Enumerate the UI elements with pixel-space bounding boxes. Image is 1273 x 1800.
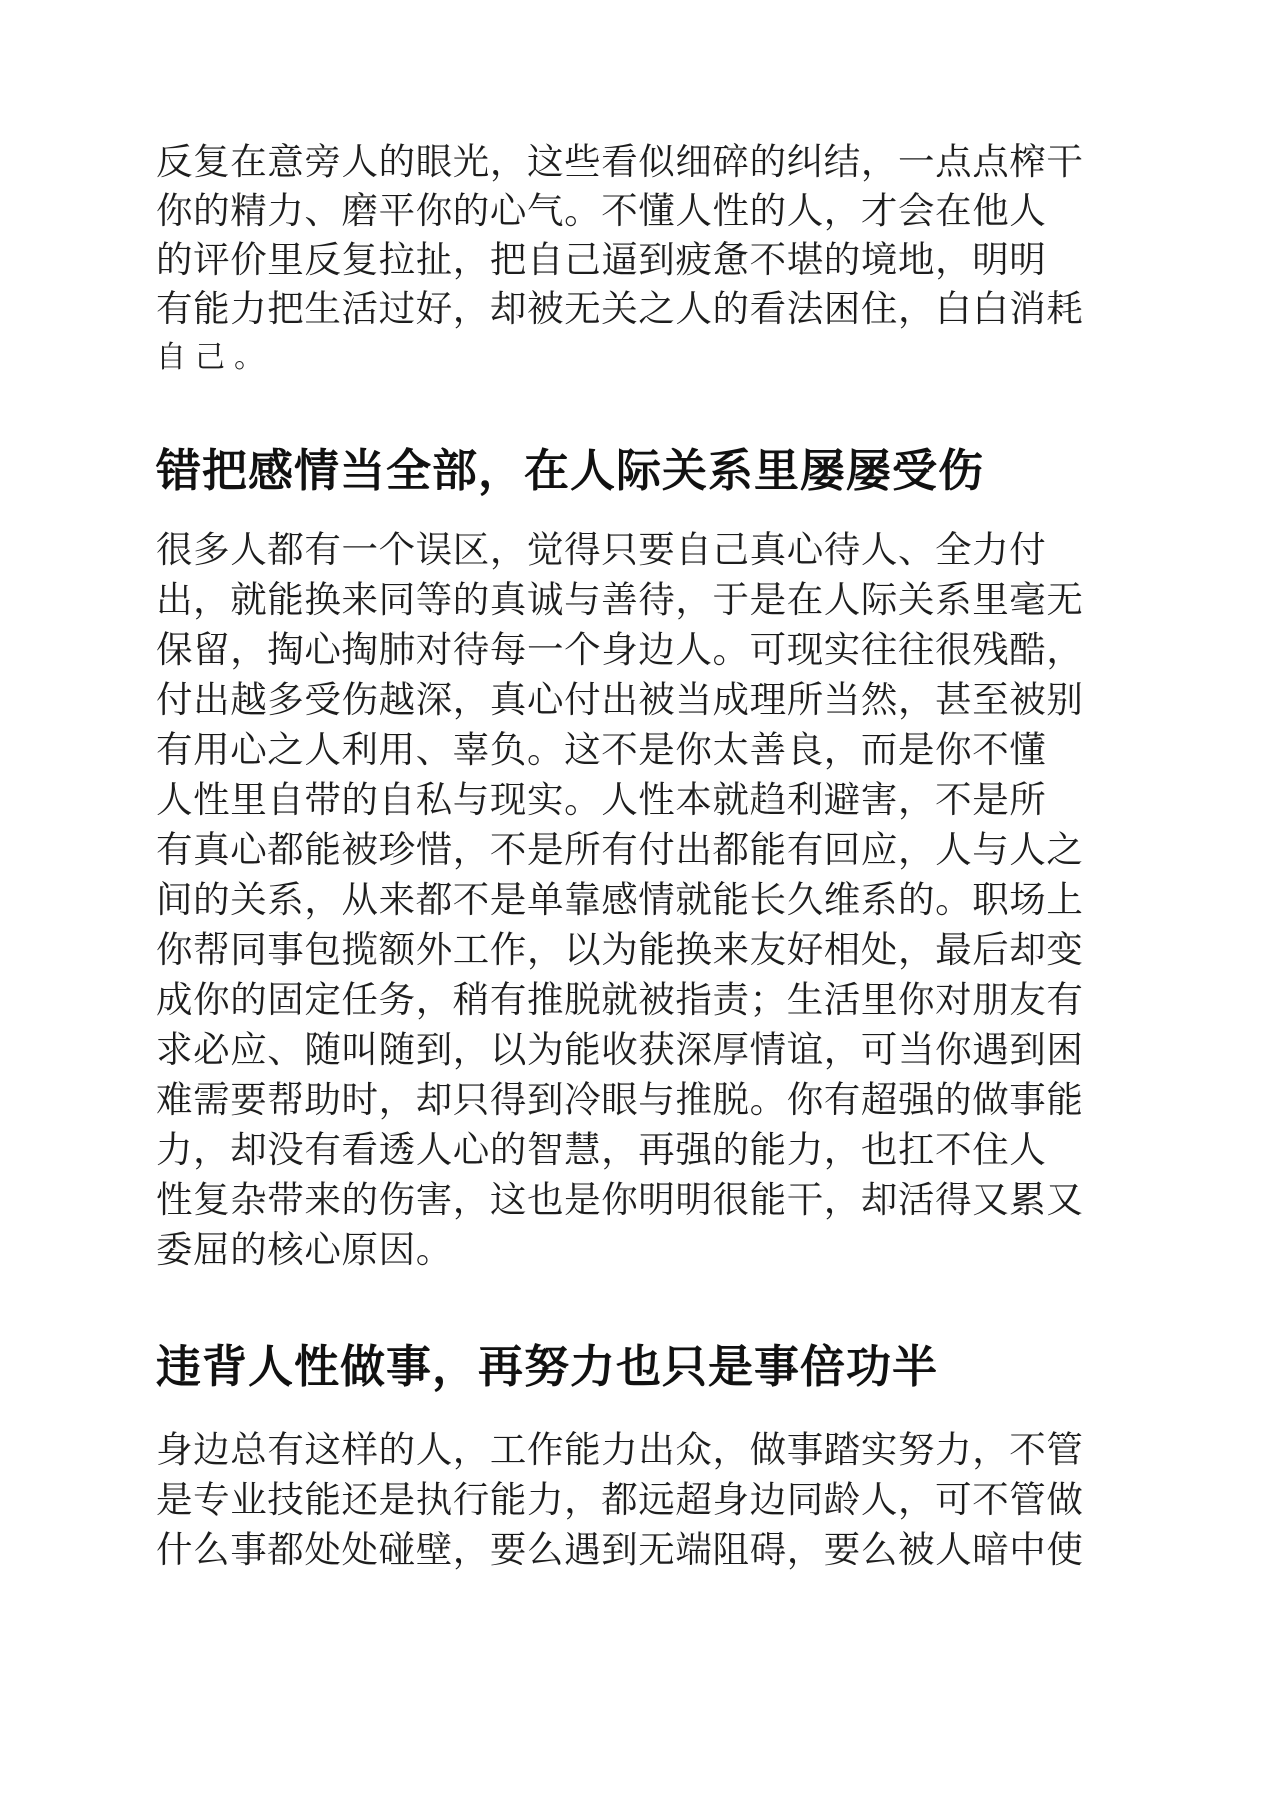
section-heading: 违背人性做事，再努力也只是事倍功半 (156, 1340, 939, 1393)
paragraph-line: 付出越多受伤越深，真心付出被当成理所当然，甚至被别 (156, 678, 1084, 721)
paragraph-line: 成你的固定任务，稍有推脱就被指责；生活里你对朋友有 (156, 978, 1084, 1021)
paragraph-line: 很多人都有一个误区，觉得只要自己真心待人、全力付 (156, 528, 1047, 571)
paragraph-line: 人性里自带的自私与现实。人性本就趋利避害，不是所 (156, 778, 1047, 821)
paragraph-line: 是专业技能还是执行能力，都远超身边同龄人，可不管做 (156, 1478, 1084, 1521)
paragraph-line: 有用心之人利用、辜负。这不是你太善良，而是你不懂 (156, 728, 1047, 771)
paragraph-line: 保留，掏心掏肺对待每一个身边人。可现实往往很残酷， (156, 628, 1084, 671)
paragraph-line: 力，却没有看透人心的智慧，再强的能力，也扛不住人 (156, 1128, 1047, 1171)
paragraph-line: 求必应、随叫随到，以为能收获深厚情谊，可当你遇到困 (156, 1028, 1084, 1071)
paragraph-line: 你帮同事包揽额外工作，以为能换来友好相处，最后却变 (156, 928, 1084, 971)
paragraph-line: 反复在意旁人的眼光，这些看似细碎的纠结，一点点榨干 (156, 140, 1084, 183)
paragraph-line: 的评价里反复拉扯，把自己逼到疲惫不堪的境地，明明 (156, 238, 1047, 281)
section-heading: 错把感情当全部，在人际关系里屡屡受伤 (156, 444, 985, 497)
paragraph-line: 你的精力、磨平你的心气。不懂人性的人，才会在他人 (156, 189, 1047, 232)
paragraph-line: 什么事都处处碰壁，要么遇到无端阻碍，要么被人暗中使 (156, 1528, 1084, 1571)
paragraph-line: 自己。 (156, 340, 273, 375)
paragraph-line: 委屈的核心原因。 (156, 1228, 453, 1271)
paragraph-line: 难需要帮助时，却只得到冷眼与推脱。你有超强的做事能 (156, 1078, 1084, 1121)
paragraph-line: 间的关系，从来都不是单靠感情就能长久维系的。职场上 (156, 878, 1084, 921)
paragraph-line: 有真心都能被珍惜，不是所有付出都能有回应，人与人之 (156, 828, 1084, 871)
paragraph-line: 性复杂带来的伤害，这也是你明明很能干，却活得又累又 (156, 1178, 1084, 1221)
paragraph-line: 身边总有这样的人，工作能力出众，做事踏实努力，不管 (156, 1428, 1084, 1471)
paragraph-line: 出，就能换来同等的真诚与善待，于是在人际关系里毫无 (156, 578, 1084, 621)
paragraph-line: 有能力把生活过好，却被无关之人的看法困住，白白消耗 (156, 287, 1084, 330)
